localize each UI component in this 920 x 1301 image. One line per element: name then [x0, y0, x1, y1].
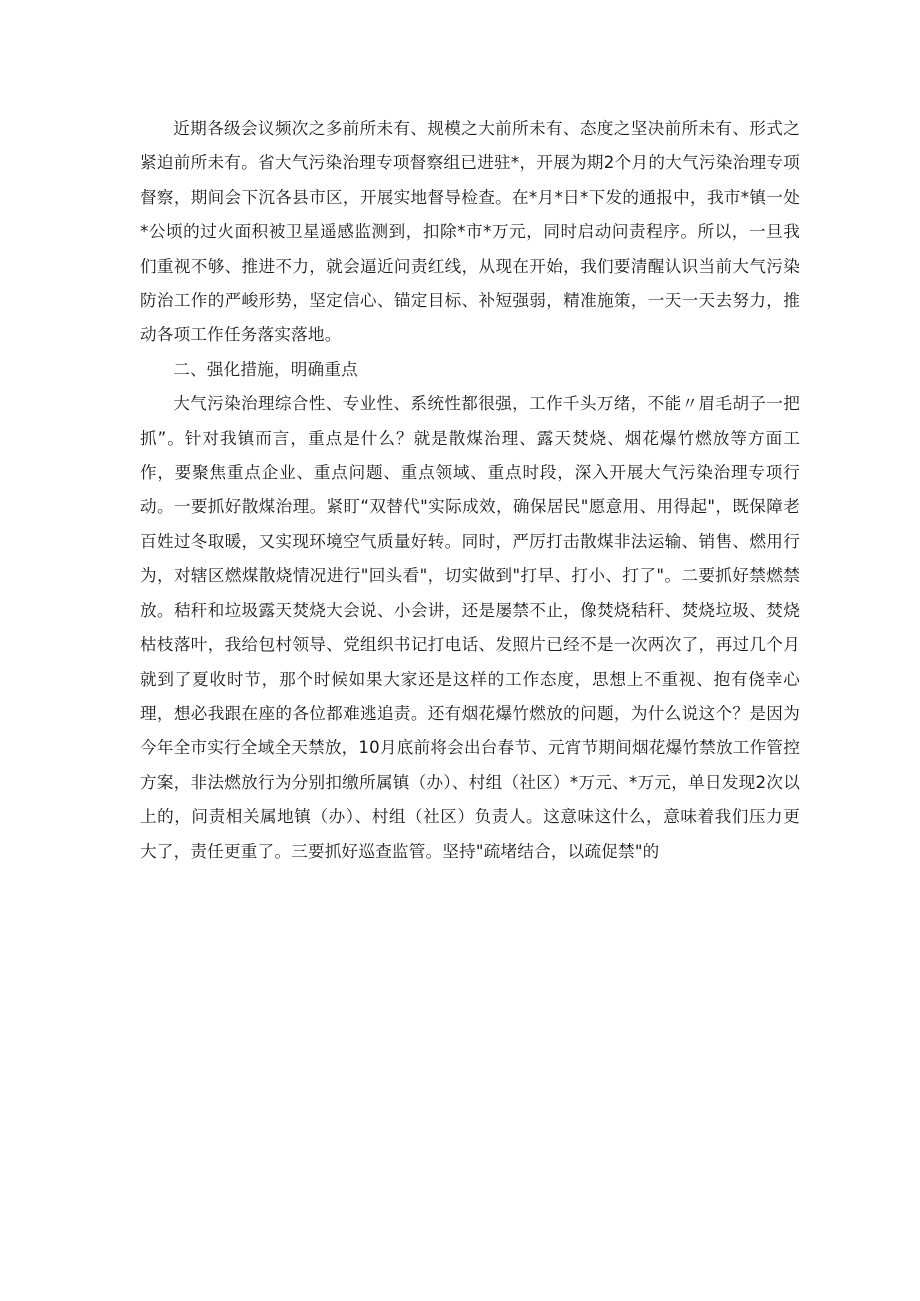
section-heading: 二、强化措施，明确重点 — [173, 359, 358, 379]
paragraph-measures: 大气污染治理综合性、专业性、系统性都很强，工作千头万绪，不能〃眉毛胡子一把抓”。针对我镇而言，重点是什么？就是散煤治理、露天焚烧、烟花爆竹燃放等方面工作，要聚焦重点企业、重点问题、重点领域、重点时段，深入开展大气污染治理专项行动。一要抓好散煤治理。紧盯“双替代"实际成效，确保居民"愿意用、用得起"，既保障老百姓过冬取暖，又实现环境空气质量好转。同时，严厉打击散煤非法运输、销售、燃用行为，对辖区燃煤散烧情况进行"回头看"，切实做到"打早、打小、打了"。二要抓好禁燃禁放。秸秆和垃圾露天焚烧大会说、小会讲，还是屡禁不止，像焚烧秸秆、焚烧垃圾、焚烧枯枝落叶，我给包村领导、党组织书记打电话、发照片已经不是一次两次了，再过几个月就到了夏收时节，那个时候如果大家还是这样的工作态度，思想上不重视、抱有侥幸心理，想必我跟在座的各位都难逃追责。还有烟花爆竹燃放的问题，为什么说这个？是因为今年全市实行全域全天禁放，10月底前将会出台春节、元宵节期间烟花爆竹禁放工作管控方案，非法燃放行为分别扣缴所属镇（办）、村组（社区）*万元、*万元，单日发现2次以上的，问责相关属地镇（办）、村组（社区）负责人。这意味这什么，意味着我们压力更大了，责任更重了。三要抓好巡查监管。坚持"疏堵结合，以疏促禁"的 — [140, 394, 800, 861]
document-body — [140, 112, 800, 869]
paragraph-intro: 近期各级会议频次之多前所未有、规模之大前所未有、态度之坚决前所未有、形式之紧迫前所未有。省大气污染治理专项督察组已进驻*，开展为期2个月的大气污染治理专项督察，期间会下沉各县市区，开展实地督导检查。在*月*日*下发的通报中，我市*镇一处*公顷的过火面积被卫星遥感监测到，扣除*市*万元，同时启动问责程序。所以，一旦我们重视不够、推进不力，就会逼近问责红线，从现在开始，我们要清醒认识当前大气污染防治工作的严峻形势，坚定信心、锚定目标、补短强弱，精准施策，一天一天去努力，推动各项工作任务落实落地。 — [140, 119, 800, 345]
